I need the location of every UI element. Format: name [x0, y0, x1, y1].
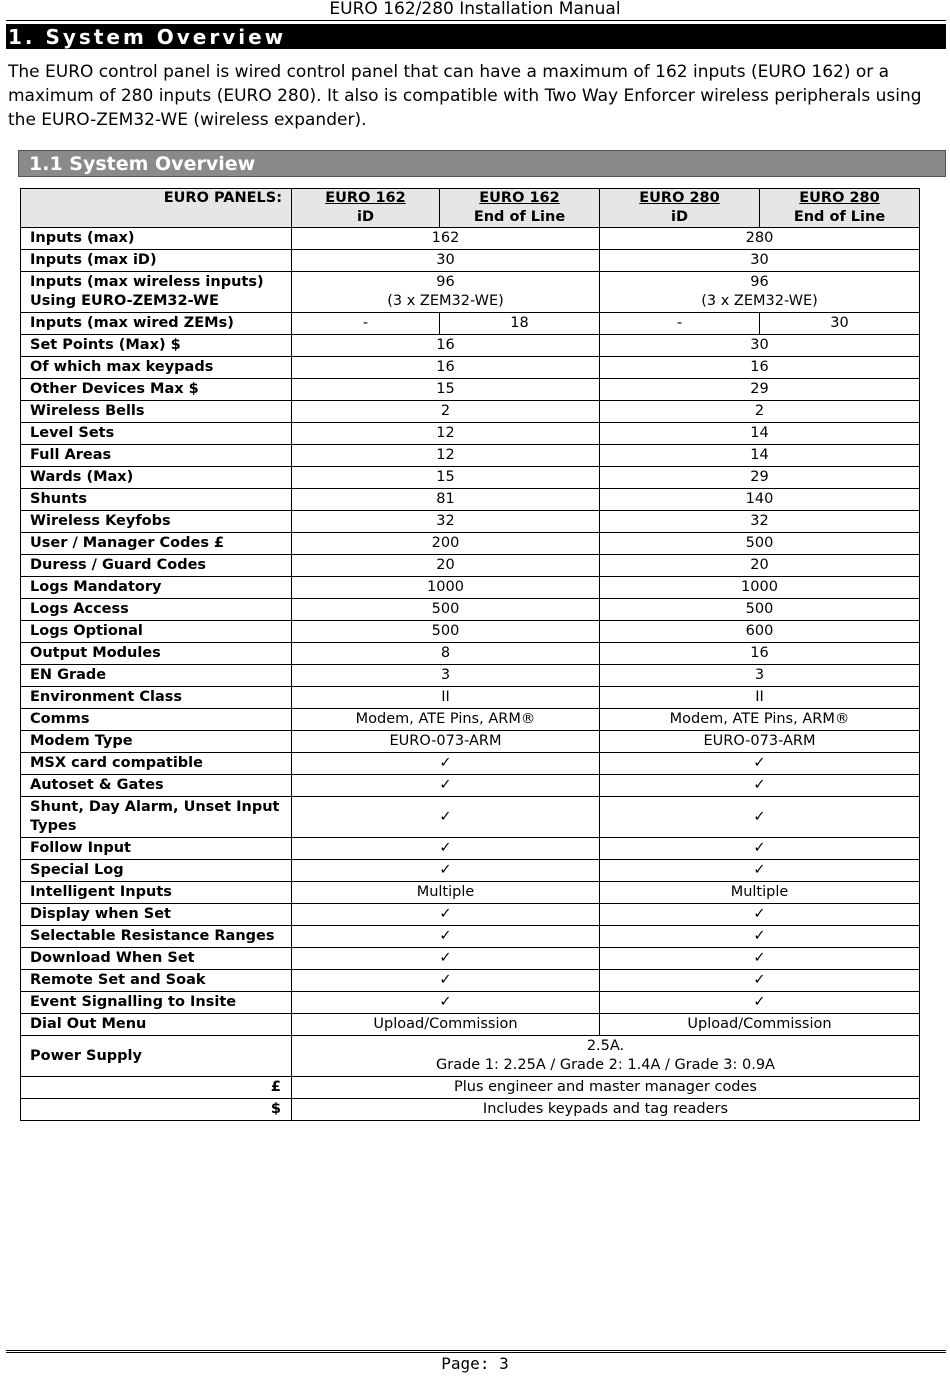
cell-euro162: ✓ [292, 838, 600, 860]
cell-euro280: 3 [600, 665, 920, 687]
cell-euro162: 30 [292, 250, 600, 272]
table-row [21, 838, 920, 860]
note-text: Plus engineer and master manager codes [292, 1077, 920, 1099]
col-name: EURO 162 [325, 190, 406, 206]
row-label: Download When Set [21, 948, 292, 970]
col-name: EURO 162 [479, 190, 560, 206]
cell-euro280: 30 [600, 250, 920, 272]
subsection-title: 1.1 System Overview [29, 153, 256, 175]
row-label: Display when Set [21, 904, 292, 926]
row-label: Environment Class [21, 687, 292, 709]
cell-euro162: II [292, 687, 600, 709]
note-text: Includes keypads and tag readers [292, 1099, 920, 1121]
row-label: Level Sets [21, 423, 292, 445]
cell-euro162: ✓ [292, 753, 600, 775]
cell-euro280: 500 [600, 533, 920, 555]
row-label: Inputs (max iD) [21, 250, 292, 272]
col-sub: iD [670, 209, 688, 225]
cell-euro280: 1000 [600, 577, 920, 599]
cell-euro162: Modem, ATE Pins, ARM® [292, 709, 600, 731]
cell-euro280: 32 [600, 511, 920, 533]
table-row [21, 753, 920, 775]
table-row [21, 250, 920, 272]
cell-euro280: 16 [600, 357, 920, 379]
table-row [21, 511, 920, 533]
cell-euro162: 20 [292, 555, 600, 577]
cell-line: 96 [750, 274, 769, 290]
table-row [21, 335, 920, 357]
cell-line: Using EURO-ZEM32-WE [30, 293, 219, 309]
col-name: EURO 280 [799, 190, 880, 206]
row-label: Set Points (Max) $ [21, 335, 292, 357]
cell-euro280: 600 [600, 621, 920, 643]
cell-euro280: 280 [600, 228, 920, 250]
cell-euro280: ✓ [600, 992, 920, 1014]
table-row [21, 599, 920, 621]
cell-euro280 [600, 272, 920, 313]
table-row [21, 445, 920, 467]
cell-line: Shunt, Day Alarm, Unset Input [30, 799, 280, 815]
header-col-euro280-eol [760, 189, 920, 228]
table-row [21, 775, 920, 797]
cell-euro162: ✓ [292, 992, 600, 1014]
table-row [21, 948, 920, 970]
row-label: Logs Optional [21, 621, 292, 643]
cell-euro162: 15 [292, 467, 600, 489]
row-label: Event Signalling to Insite [21, 992, 292, 1014]
table-row [21, 731, 920, 753]
cell-euro162: 500 [292, 599, 600, 621]
cell-euro280: 30 [600, 335, 920, 357]
row-label: Of which max keypads [21, 357, 292, 379]
row-label: Wireless Bells [21, 401, 292, 423]
cell-euro280: ✓ [600, 775, 920, 797]
table-row [21, 357, 920, 379]
table-body [21, 189, 920, 1121]
table-row [21, 228, 920, 250]
row-label: Wards (Max) [21, 467, 292, 489]
table-row [21, 709, 920, 731]
header-rule [6, 20, 946, 21]
row-label: Follow Input [21, 838, 292, 860]
cell-euro280: Multiple [600, 882, 920, 904]
cell-euro162: 200 [292, 533, 600, 555]
table-row [21, 882, 920, 904]
note-row [21, 1099, 920, 1121]
header-label: EURO PANELS: [21, 189, 292, 228]
table-row [21, 643, 920, 665]
cell-euro280: 20 [600, 555, 920, 577]
table-header-row [21, 189, 920, 228]
cell-euro162: 12 [292, 423, 600, 445]
row-label: Comms [21, 709, 292, 731]
table-row [21, 992, 920, 1014]
cell-euro280: ✓ [600, 860, 920, 882]
cell-euro280: ✓ [600, 926, 920, 948]
system-overview-table [20, 188, 920, 1121]
cell-euro162: 8 [292, 643, 600, 665]
intro-paragraph: The EURO control panel is wired control panel that can have a maximum of 162 inputs (EURO 162) or a maximum of 280 inputs (EURO 280). It also is compatible with Two Way Enforcer wireless peripherals using the EURO-ZEM32-WE (wireless expander). [8, 62, 922, 130]
cell-line: Inputs (max wireless inputs) [30, 274, 264, 290]
table-row [21, 687, 920, 709]
note-symbol: £ [21, 1077, 292, 1099]
cell-euro162: ✓ [292, 904, 600, 926]
cell-euro280-id: - [600, 313, 760, 335]
cell-euro280: 14 [600, 445, 920, 467]
cell-euro162: Multiple [292, 882, 600, 904]
table-row [21, 423, 920, 445]
running-header: EURO 162/280 Installation Manual [329, 0, 621, 19]
row-label: Modem Type [21, 731, 292, 753]
cell-euro162 [292, 272, 600, 313]
cell-line: (3 x ZEM32-WE) [701, 293, 818, 309]
cell-euro162: ✓ [292, 926, 600, 948]
cell-euro280: II [600, 687, 920, 709]
cell-euro280: ✓ [600, 948, 920, 970]
cell-euro162: 500 [292, 621, 600, 643]
cell-euro162: ✓ [292, 970, 600, 992]
cell-euro162: 16 [292, 357, 600, 379]
cell-euro162: ✓ [292, 797, 600, 838]
cell-euro162: ✓ [292, 775, 600, 797]
cell-euro162: EURO-073-ARM [292, 731, 600, 753]
section-title: 1. System Overview [8, 25, 287, 49]
cell-line: 96 [436, 274, 455, 290]
cell-euro280: 29 [600, 467, 920, 489]
cell-euro280: ✓ [600, 904, 920, 926]
cell-euro280: 29 [600, 379, 920, 401]
table-row [21, 797, 920, 838]
row-label: Dial Out Menu [21, 1014, 292, 1036]
table-row [21, 467, 920, 489]
cell-euro162-id: - [292, 313, 440, 335]
section-title-bar [6, 24, 946, 49]
row-label [21, 797, 292, 838]
row-label: Logs Mandatory [21, 577, 292, 599]
table-row [21, 555, 920, 577]
cell-euro162: 16 [292, 335, 600, 357]
row-label: Inputs (max wired ZEMs) [21, 313, 292, 335]
row-label: Duress / Guard Codes [21, 555, 292, 577]
table-row [21, 533, 920, 555]
table-row [21, 272, 920, 313]
cell-euro280: ✓ [600, 970, 920, 992]
cell-euro280: 14 [600, 423, 920, 445]
cell-line: Types [30, 818, 77, 834]
row-label: Inputs (max) [21, 228, 292, 250]
row-label: User / Manager Codes £ [21, 533, 292, 555]
row-label: Remote Set and Soak [21, 970, 292, 992]
cell-euro280: Modem, ATE Pins, ARM® [600, 709, 920, 731]
table-row [21, 379, 920, 401]
header-col-euro162-id [292, 189, 440, 228]
cell-euro280: Upload/Commission [600, 1014, 920, 1036]
cell-line: (3 x ZEM32-WE) [387, 293, 504, 309]
cell-euro280: 16 [600, 643, 920, 665]
footer-rule [6, 1350, 946, 1353]
cell-euro162: 15 [292, 379, 600, 401]
cell-euro280: ✓ [600, 753, 920, 775]
row-label: EN Grade [21, 665, 292, 687]
row-label: Shunts [21, 489, 292, 511]
cell-euro280: EURO-073-ARM [600, 731, 920, 753]
cell-euro162: 1000 [292, 577, 600, 599]
cell-euro280: ✓ [600, 797, 920, 838]
table-row [21, 577, 920, 599]
col-name: EURO 280 [639, 190, 720, 206]
cell-euro162: 162 [292, 228, 600, 250]
row-label: Special Log [21, 860, 292, 882]
row-label: Wireless Keyfobs [21, 511, 292, 533]
cell-euro162: ✓ [292, 860, 600, 882]
row-label [21, 272, 292, 313]
subsection-title-bar [18, 150, 946, 177]
page-number: Page: 3 [441, 1354, 509, 1373]
header-col-euro162-eol [440, 189, 600, 228]
cell-euro280: 2 [600, 401, 920, 423]
cell-euro162: ✓ [292, 948, 600, 970]
table-row [21, 665, 920, 687]
table-row [21, 970, 920, 992]
note-row [21, 1077, 920, 1099]
cell-all-panels [292, 1036, 920, 1077]
table-row [21, 1036, 920, 1077]
cell-line: 2.5A. [586, 1038, 625, 1054]
row-label: Output Modules [21, 643, 292, 665]
table-row [21, 313, 920, 335]
cell-line: Grade 1: 2.25A / Grade 2: 1.4A / Grade 3: 0.9A [436, 1057, 775, 1073]
table-row [21, 904, 920, 926]
cell-euro280-eol: 30 [760, 313, 920, 335]
cell-euro162-eol: 18 [440, 313, 600, 335]
cell-euro280: 140 [600, 489, 920, 511]
cell-euro162: 2 [292, 401, 600, 423]
row-label: Power Supply [21, 1036, 292, 1077]
row-label: MSX card compatible [21, 753, 292, 775]
cell-euro162: 32 [292, 511, 600, 533]
row-label: Logs Access [21, 599, 292, 621]
note-symbol: $ [21, 1099, 292, 1121]
row-label: Intelligent Inputs [21, 882, 292, 904]
cell-euro162: Upload/Commission [292, 1014, 600, 1036]
header-col-euro280-id [600, 189, 760, 228]
table-row [21, 489, 920, 511]
cell-euro162: 3 [292, 665, 600, 687]
table-row [21, 621, 920, 643]
cell-euro162: 12 [292, 445, 600, 467]
table-row [21, 860, 920, 882]
col-sub: End of Line [793, 209, 886, 225]
cell-euro280: ✓ [600, 838, 920, 860]
table-row [21, 1014, 920, 1036]
table-row [21, 401, 920, 423]
row-label: Other Devices Max $ [21, 379, 292, 401]
cell-euro280: 500 [600, 599, 920, 621]
row-label: Full Areas [21, 445, 292, 467]
row-label: Selectable Resistance Ranges [21, 926, 292, 948]
row-label: Autoset & Gates [21, 775, 292, 797]
col-sub: iD [356, 209, 374, 225]
cell-euro162: 81 [292, 489, 600, 511]
table-row [21, 926, 920, 948]
col-sub: End of Line [473, 209, 566, 225]
